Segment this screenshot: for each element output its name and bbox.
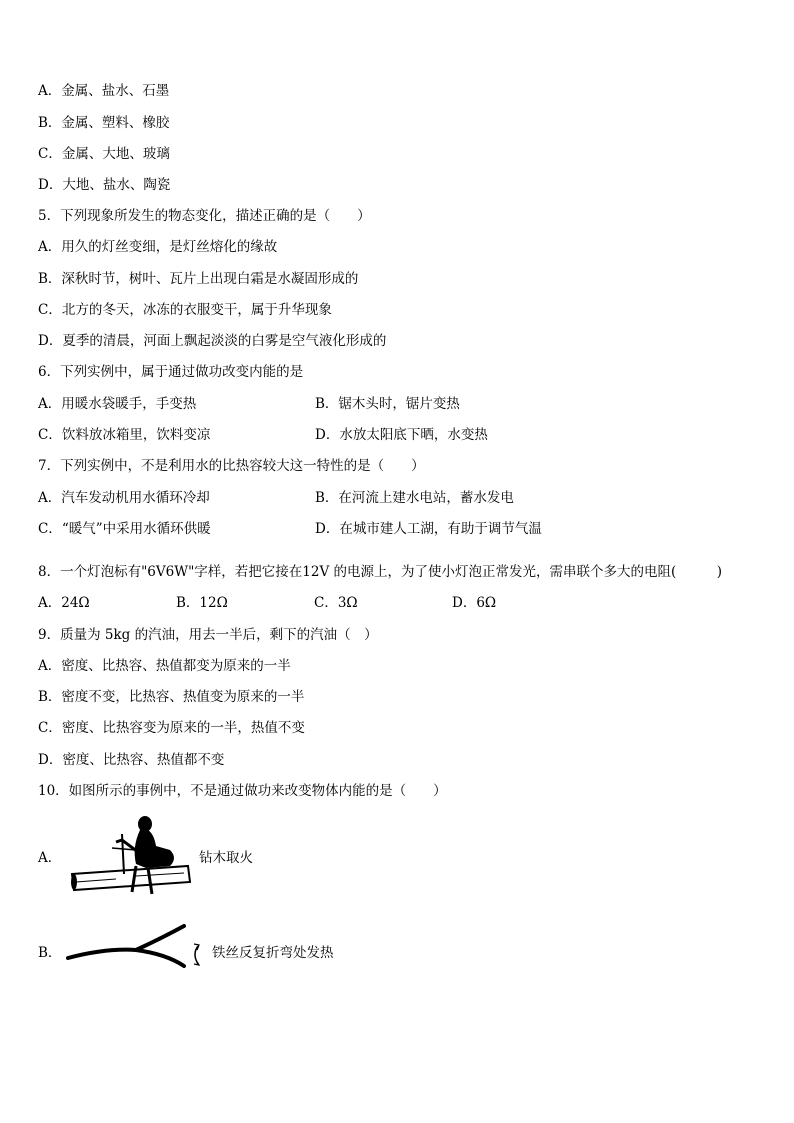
q4-option-b: B．金属、塑料、橡胶 xyxy=(38,115,170,131)
q9-option-a: A．密度、比热容、热值都变为原来的一半 xyxy=(38,658,291,674)
q7-option-b: B．在河流上建水电站，蓄水发电 xyxy=(315,490,514,506)
q9-stem: 9．质量为 5kg 的汽油，用去一半后，剩下的汽油（ ） xyxy=(38,627,378,643)
q5-option-c: C．北方的冬天，冰冻的衣服变干，属于升华现象 xyxy=(38,302,332,318)
q5-option-a: A．用久的灯丝变细，是灯丝熔化的缘故 xyxy=(38,239,278,255)
q7-option-c: C．“暖气”中采用水循环供暖 xyxy=(38,521,211,537)
q6-option-a: A．用暖水袋暖手，手变热 xyxy=(38,396,197,412)
q10-option-b-caption: 铁丝反复折弯处发热 xyxy=(212,945,334,961)
q5-option-d: D．夏季的清晨，河面上飘起淡淡的白雾是空气液化形成的 xyxy=(38,333,387,349)
q7-option-a: A．汽车发动机用水循环冷却 xyxy=(38,490,210,506)
q10-option-a-caption: 钻木取火 xyxy=(199,850,253,866)
q6-option-d: D．水放太阳底下晒，水变热 xyxy=(315,427,488,443)
q5-stem: 5．下列现象所发生的物态变化，描述正确的是（ ） xyxy=(38,208,371,224)
q4-option-d: D．大地、盐水、陶瓷 xyxy=(38,177,171,193)
q9-option-d: D．密度、比热容、热值都不变 xyxy=(38,752,225,768)
q8-stem: 8．一个灯泡标有"6V6W"字样，若把它接在12V 的电源上，为了使小灯泡正常发光，需串联个多大的电阻( ) xyxy=(38,564,723,580)
q7-option-d: D．在城市建人工湖，有助于调节气温 xyxy=(315,521,542,537)
q10-stem: 10．如图所示的事例中，不是通过做功来改变物体内能的是（ ） xyxy=(38,783,447,799)
q4-option-c: C．金属、大地、玻璃 xyxy=(38,146,170,162)
q9-option-c: C．密度、比热容变为原来的一半，热值不变 xyxy=(38,720,305,736)
q8-option-b: B．12Ω xyxy=(176,595,228,611)
q8-option-a: A．24Ω xyxy=(38,595,90,611)
q4-option-a: A．金属、盐水、石墨 xyxy=(38,83,170,99)
q6-option-b: B．锯木头时，锯片变热 xyxy=(315,396,460,412)
q9-option-b: B．密度不变，比热容、热值变为原来的一半 xyxy=(38,689,305,705)
q10-option-a-letter: A． xyxy=(38,850,62,866)
q6-stem: 6．下列实例中，属于通过做功改变内能的是 xyxy=(38,364,304,380)
q6-option-c: C．饮料放冰箱里，饮料变凉 xyxy=(38,427,211,443)
drilling-wood-figure xyxy=(66,812,196,896)
q8-option-d: D．6Ω xyxy=(452,595,497,611)
q8-option-c: C．3Ω xyxy=(314,595,358,611)
q5-option-b: B．深秋时节，树叶、瓦片上出现白霜是水凝固形成的 xyxy=(38,271,359,287)
q7-stem: 7．下列实例中，不是利用水的比热容较大这一特性的是（ ） xyxy=(38,458,425,474)
bent-wire-figure xyxy=(66,920,206,972)
q10-option-b-letter: B． xyxy=(38,945,62,961)
